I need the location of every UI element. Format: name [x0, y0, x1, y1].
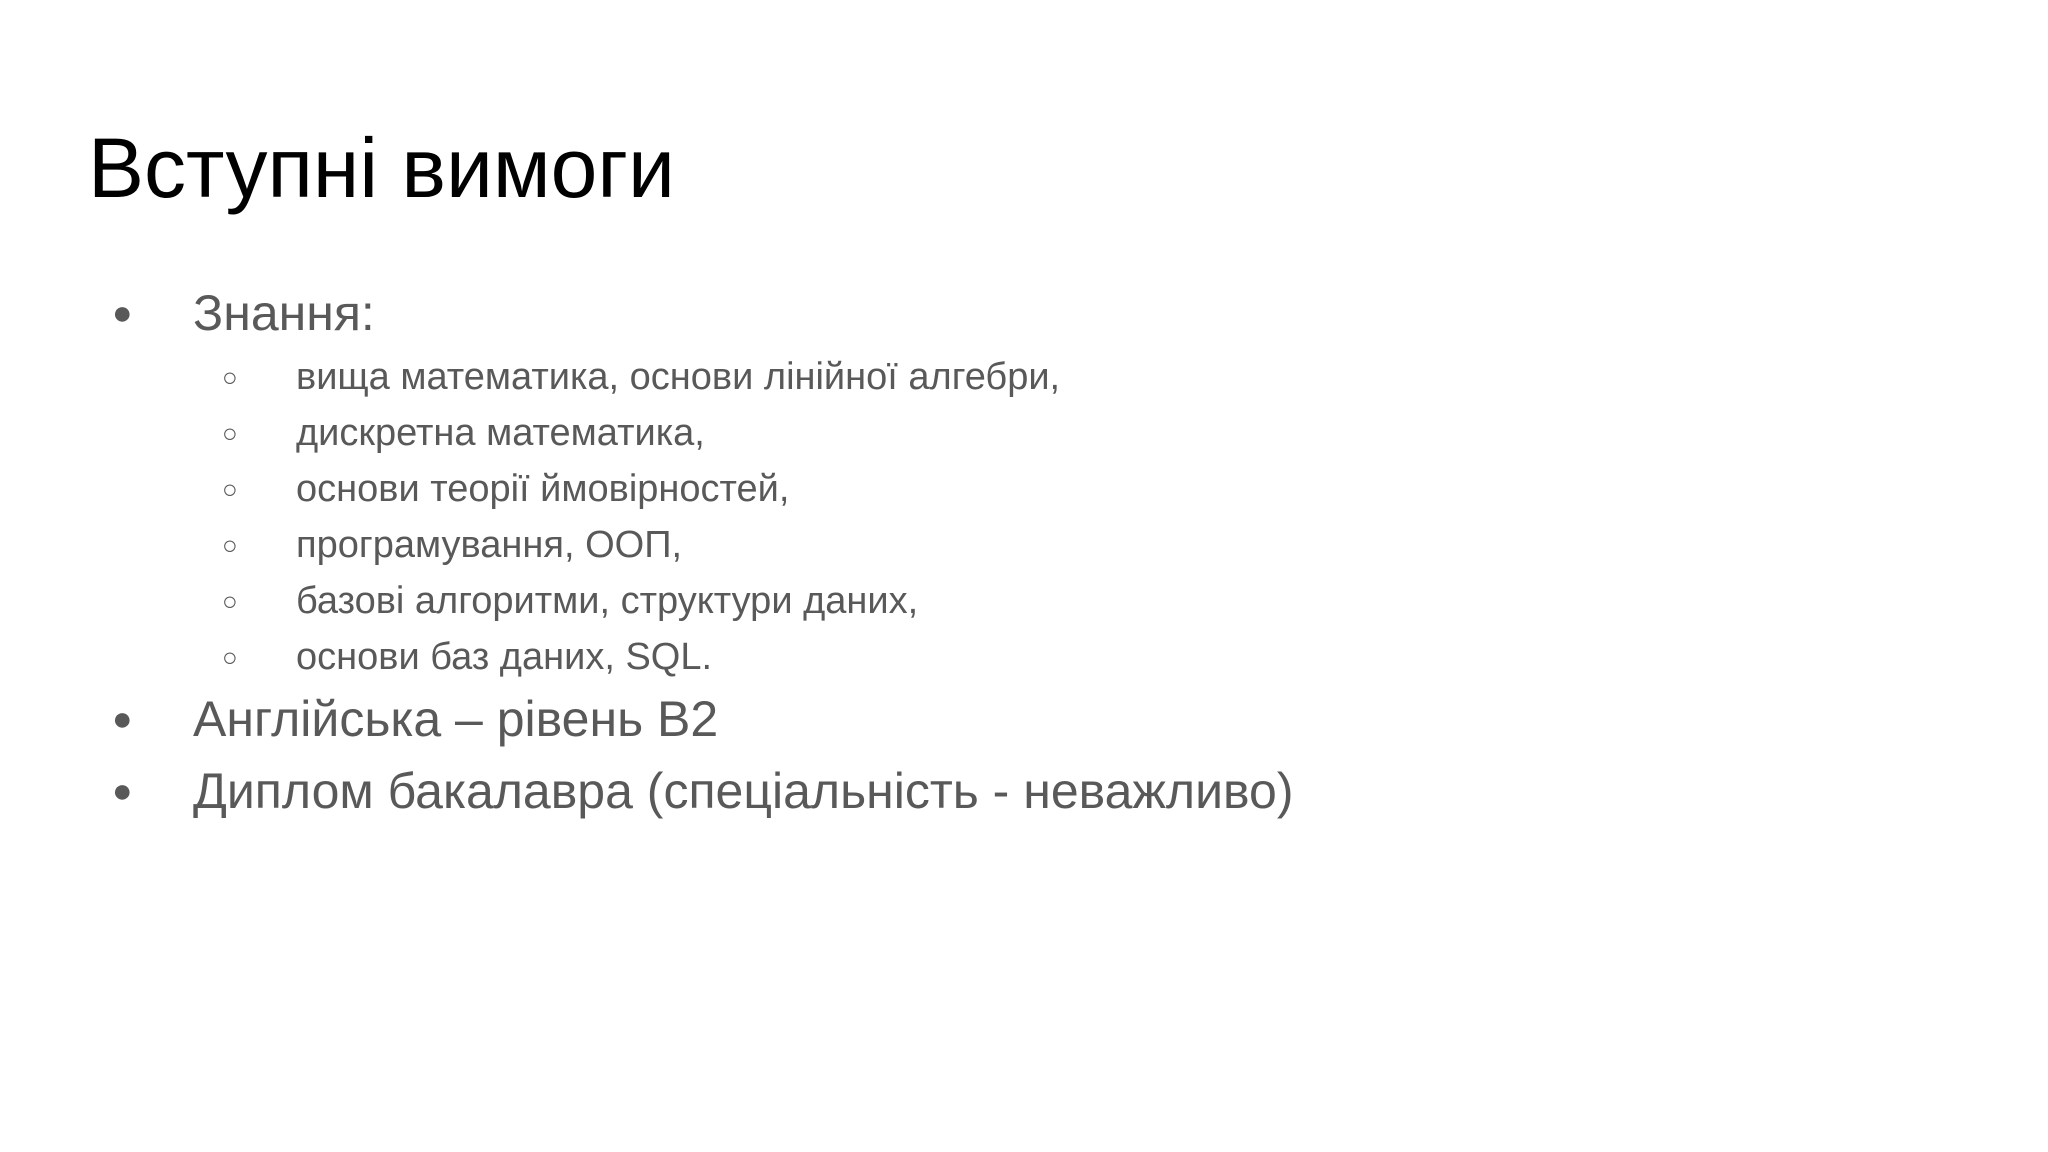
- sub-item-text: програмування, ООП,: [296, 524, 683, 566]
- sub-bullet-icon: ○: [222, 474, 238, 504]
- list-item-text: Знання:: [193, 285, 375, 341]
- sub-bullet-icon: ○: [222, 530, 238, 560]
- sub-item-text: вища математика, основи лінійної алгебри,: [296, 356, 1061, 398]
- sub-item-text: основи теорії ймовірностей,: [296, 468, 790, 510]
- slide-title: Вступні вимоги: [88, 121, 675, 215]
- sub-bullet-icon: ○: [222, 362, 238, 392]
- sub-bullet-icon: ○: [222, 642, 238, 672]
- bullet-icon: ●: [112, 700, 133, 738]
- sub-item-text: дискретна математика,: [296, 412, 705, 454]
- sub-item-text: базові алгоритми, структури даних,: [296, 580, 919, 622]
- bullet-icon: ●: [112, 772, 133, 810]
- sub-item-text: основи баз даних, SQL.: [296, 636, 713, 678]
- sub-bullet-icon: ○: [222, 418, 238, 448]
- list-item-text: Англійська – рівень B2: [193, 691, 719, 747]
- bullet-icon: ●: [112, 294, 133, 332]
- list-item-text: Диплом бакалавра (спеціальність - неважливо): [193, 763, 1294, 819]
- sub-bullet-icon: ○: [222, 586, 238, 616]
